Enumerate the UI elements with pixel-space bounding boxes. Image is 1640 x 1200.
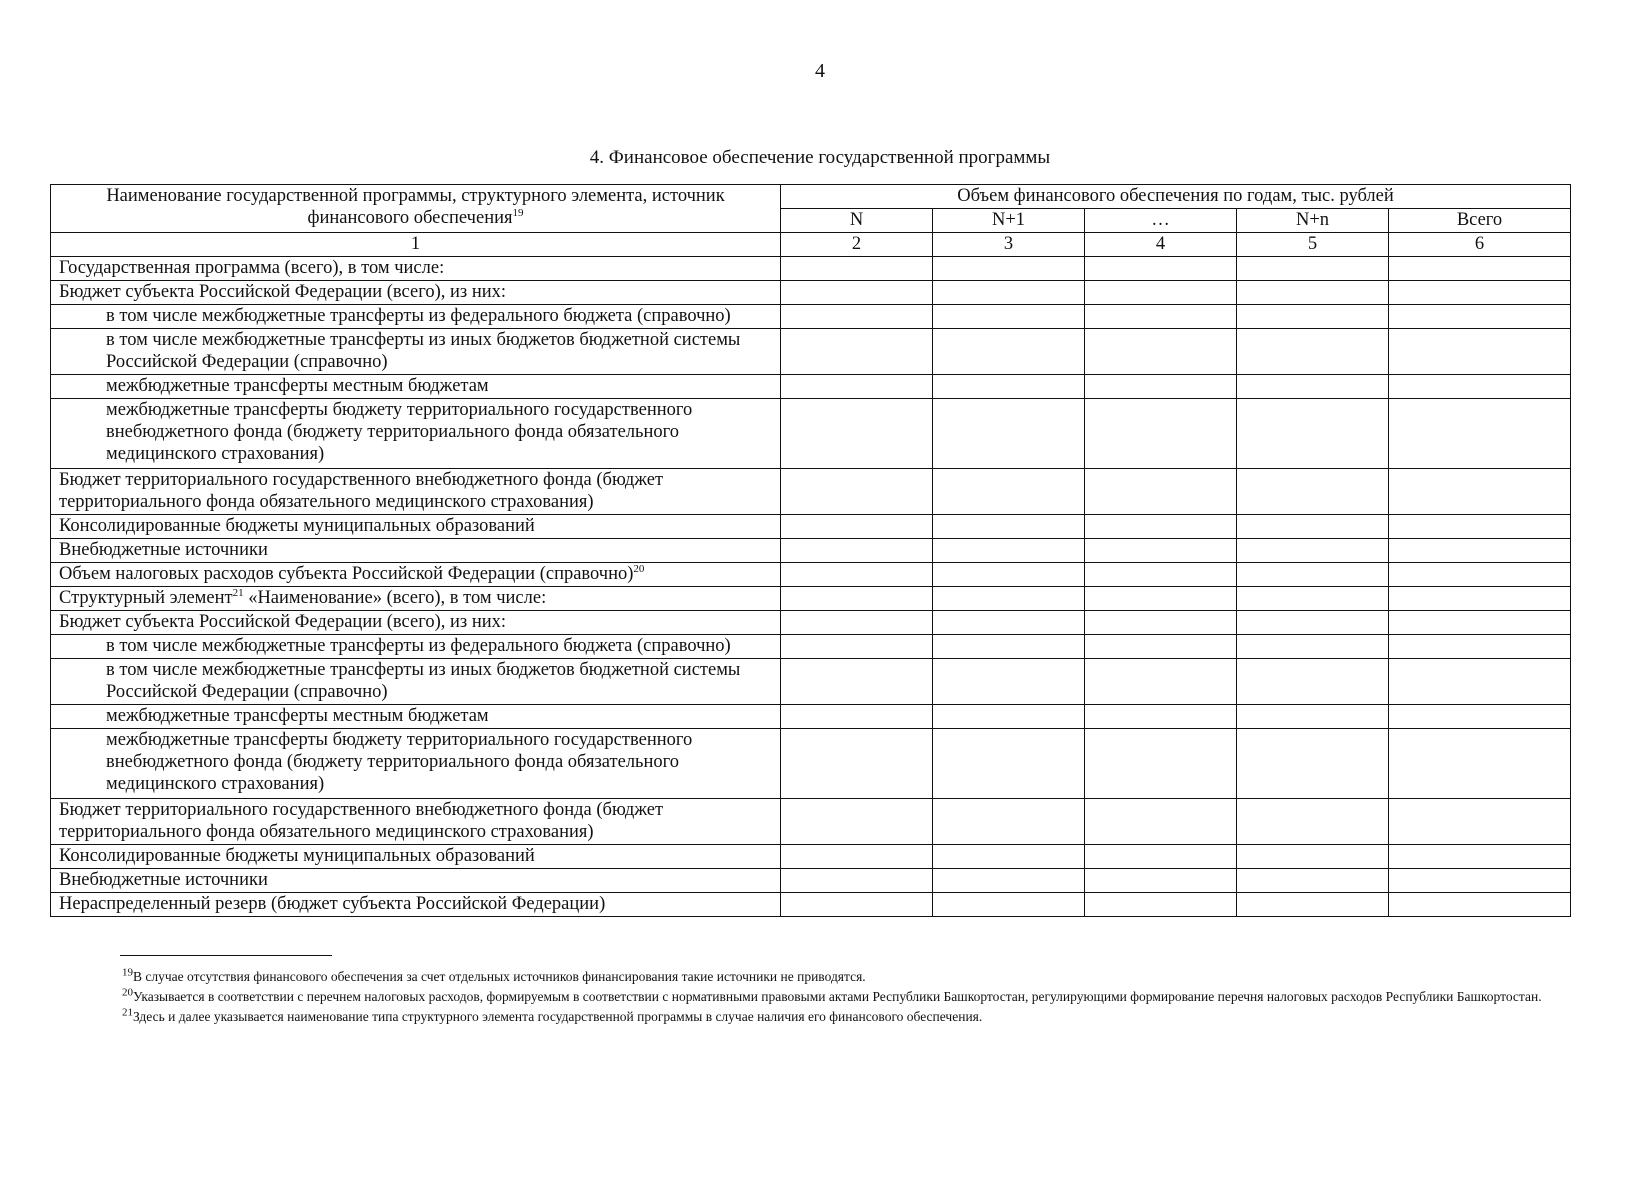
value-cell (1237, 257, 1389, 281)
financing-table (50, 184, 1571, 917)
table-row (51, 305, 1571, 329)
value-cell (1237, 705, 1389, 729)
row-label: Консолидированные бюджеты муниципальных образований (51, 845, 781, 869)
header-year: N+n (1237, 209, 1389, 233)
value-cell (781, 611, 933, 635)
row-label-text: «Наименование» (всего), в том числе: (243, 588, 547, 608)
table-row (51, 281, 1571, 305)
table-row (51, 375, 1571, 399)
value-cell (1085, 845, 1237, 869)
section-title: 4. Финансовое обеспечение государственной программы (589, 147, 1051, 168)
table-row (51, 869, 1571, 893)
value-cell (1389, 705, 1571, 729)
row-label: межбюджетные трансферты местным бюджетам (51, 375, 781, 399)
value-cell (1085, 893, 1237, 917)
value-cell (1237, 305, 1389, 329)
column-number: 5 (1237, 233, 1389, 257)
value-cell (933, 469, 1085, 515)
footnote-ref: 20 (633, 562, 645, 575)
value-cell (1085, 539, 1237, 563)
value-cell (781, 705, 933, 729)
footnote-number: 20 (122, 986, 133, 999)
column-number: 2 (781, 233, 933, 257)
value-cell (781, 257, 933, 281)
value-cell (1237, 635, 1389, 659)
header-volume-group: Объем финансового обеспечения по годам, тыс. рублей (781, 185, 1571, 209)
value-cell (933, 635, 1085, 659)
value-cell (1389, 329, 1571, 375)
row-label: в том числе межбюджетные трансферты из иных бюджетов бюджетной системы Российской Федерации (справочно) (51, 329, 781, 375)
value-cell (1237, 729, 1389, 799)
table-row (51, 845, 1571, 869)
value-cell (781, 893, 933, 917)
column-number: 4 (1085, 233, 1237, 257)
value-cell (1085, 375, 1237, 399)
value-cell (1085, 305, 1237, 329)
value-cell (781, 329, 933, 375)
footnote-text: В случае отсутствия финансового обеспечения за счет отдельных источников финансирования такие источники не приводятся. (133, 969, 866, 984)
table-row (51, 799, 1571, 845)
value-cell (781, 281, 933, 305)
row-label: Государственная программа (всего), в том числе: (51, 257, 781, 281)
value-cell (1389, 539, 1571, 563)
value-cell (933, 515, 1085, 539)
value-cell (1389, 893, 1571, 917)
value-cell (933, 845, 1085, 869)
value-cell (1389, 587, 1571, 611)
table-row (51, 587, 1571, 611)
row-label: Нераспределенный резерв (бюджет субъекта Российской Федерации) (51, 893, 781, 917)
footnote-text: Здесь и далее указывается наименование типа структурного элемента государственной программы в случае наличия его финансового обеспечения. (133, 1009, 983, 1025)
table-row (51, 705, 1571, 729)
row-label: в том числе межбюджетные трансферты из федерального бюджета (справочно) (51, 305, 781, 329)
table-body (51, 257, 1571, 917)
value-cell (781, 635, 933, 659)
value-cell (1237, 281, 1389, 305)
value-cell (1085, 587, 1237, 611)
table-row (51, 893, 1571, 917)
header-year: … (1085, 209, 1237, 233)
row-label: Бюджет субъекта Российской Федерации (всего), из них: (51, 281, 781, 305)
value-cell (933, 587, 1085, 611)
row-label: межбюджетные трансферты бюджету территориального государственного внебюджетного фонда (бюджету территориального фонда обязательного медицинского страхования) (51, 399, 781, 469)
value-cell (1237, 587, 1389, 611)
row-label: Бюджет субъекта Российской Федерации (всего), из них: (51, 611, 781, 635)
value-cell (1085, 329, 1237, 375)
row-label: в том числе межбюджетные трансферты из федерального бюджета (справочно) (51, 635, 781, 659)
row-label-text: Объем налоговых расходов субъекта Российской Федерации (справочно) (59, 564, 634, 584)
value-cell (1085, 515, 1237, 539)
row-label: межбюджетные трансферты бюджету территориального государственного внебюджетного фонда (бюджету территориального фонда обязательного медицинского страхования) (51, 729, 781, 799)
value-cell (1085, 399, 1237, 469)
value-cell (1085, 705, 1237, 729)
footnote (50, 1008, 1590, 1026)
value-cell (1389, 563, 1571, 587)
value-cell (781, 515, 933, 539)
header-year: Всего (1389, 209, 1571, 233)
value-cell (1389, 399, 1571, 469)
value-cell (1237, 399, 1389, 469)
value-cell (1389, 375, 1571, 399)
value-cell (1237, 539, 1389, 563)
column-number: 1 (51, 233, 781, 257)
page-number: 4 (815, 60, 825, 82)
value-cell (933, 281, 1085, 305)
value-cell (933, 539, 1085, 563)
value-cell (1085, 469, 1237, 515)
value-cell (933, 257, 1085, 281)
row-label: Внебюджетные источники (51, 869, 781, 893)
footnote-number: 19 (122, 966, 133, 979)
value-cell (1389, 257, 1571, 281)
table-row (51, 611, 1571, 635)
row-label-text: Структурный элемент (59, 588, 233, 608)
footnote-ref: 19 (512, 207, 524, 220)
value-cell (1389, 845, 1571, 869)
row-label: Бюджет территориального государственного внебюджетного фонда (бюджет территориального фонда обязательного медицинского страхования) (51, 799, 781, 845)
value-cell (933, 659, 1085, 705)
table-row (51, 469, 1571, 515)
value-cell (933, 705, 1085, 729)
table-row (51, 329, 1571, 375)
value-cell (933, 869, 1085, 893)
value-cell (1389, 869, 1571, 893)
value-cell (1085, 563, 1237, 587)
value-cell (933, 729, 1085, 799)
header-year: N+1 (933, 209, 1085, 233)
value-cell (1389, 611, 1571, 635)
table-row (51, 635, 1571, 659)
value-cell (1085, 281, 1237, 305)
value-cell (1237, 893, 1389, 917)
value-cell (1389, 305, 1571, 329)
value-cell (781, 869, 933, 893)
footnote-number: 21 (122, 1006, 133, 1019)
value-cell (933, 329, 1085, 375)
value-cell (1237, 563, 1389, 587)
value-cell (1237, 799, 1389, 845)
value-cell (781, 729, 933, 799)
row-label (51, 587, 781, 611)
value-cell (1237, 659, 1389, 705)
value-cell (1237, 469, 1389, 515)
value-cell (933, 375, 1085, 399)
table-row (51, 563, 1571, 587)
value-cell (781, 659, 933, 705)
value-cell (1085, 611, 1237, 635)
value-cell (1237, 375, 1389, 399)
value-cell (1389, 799, 1571, 845)
value-cell (1389, 659, 1571, 705)
value-cell (781, 587, 933, 611)
value-cell (1237, 845, 1389, 869)
value-cell (1237, 611, 1389, 635)
table-row (51, 515, 1571, 539)
row-label: в том числе межбюджетные трансферты из иных бюджетов бюджетной системы Российской Федерации (справочно) (51, 659, 781, 705)
column-number: 6 (1389, 233, 1571, 257)
value-cell (1085, 635, 1237, 659)
table-row (51, 729, 1571, 799)
value-cell (781, 563, 933, 587)
value-cell (1085, 257, 1237, 281)
header-name-col (51, 185, 781, 233)
footnote-ref: 21 (232, 586, 244, 599)
value-cell (933, 611, 1085, 635)
value-cell (1085, 799, 1237, 845)
footnotes (50, 968, 1590, 1029)
footnote (50, 968, 1590, 986)
table-row (51, 539, 1571, 563)
footnote-divider (120, 955, 332, 956)
table-row (51, 659, 1571, 705)
value-cell (1389, 729, 1571, 799)
value-cell (781, 305, 933, 329)
row-label (51, 563, 781, 587)
value-cell (933, 305, 1085, 329)
footnote-text: Указывается в соответствии с перечнем налоговых расходов, формируемым в соответствии с нормативными правовыми актами Республики Башкортостан, регулирующими формирование перечня налоговых расходов Республики Башкортостан. (133, 989, 1542, 1005)
value-cell (781, 375, 933, 399)
value-cell (933, 399, 1085, 469)
value-cell (1389, 469, 1571, 515)
value-cell (1389, 281, 1571, 305)
column-number: 3 (933, 233, 1085, 257)
row-label: межбюджетные трансферты местным бюджетам (51, 705, 781, 729)
table-row (51, 257, 1571, 281)
value-cell (1237, 515, 1389, 539)
value-cell (1389, 515, 1571, 539)
row-label: Консолидированные бюджеты муниципальных образований (51, 515, 781, 539)
table-row (51, 399, 1571, 469)
footnote (50, 988, 1590, 1006)
value-cell (781, 539, 933, 563)
value-cell (1085, 729, 1237, 799)
table-header (51, 185, 1571, 257)
value-cell (1237, 329, 1389, 375)
value-cell (781, 469, 933, 515)
header-year: N (781, 209, 933, 233)
row-label: Бюджет территориального государственного внебюджетного фонда (бюджет территориального фонда обязательного медицинского страхования) (51, 469, 781, 515)
value-cell (781, 845, 933, 869)
value-cell (1237, 869, 1389, 893)
value-cell (933, 893, 1085, 917)
value-cell (1085, 659, 1237, 705)
value-cell (1389, 635, 1571, 659)
value-cell (933, 799, 1085, 845)
header-name-text: Наименование государственной программы, структурного элемента, источник финансового обеспечения (106, 186, 725, 229)
value-cell (1085, 869, 1237, 893)
value-cell (781, 399, 933, 469)
value-cell (781, 799, 933, 845)
value-cell (933, 563, 1085, 587)
row-label: Внебюджетные источники (51, 539, 781, 563)
